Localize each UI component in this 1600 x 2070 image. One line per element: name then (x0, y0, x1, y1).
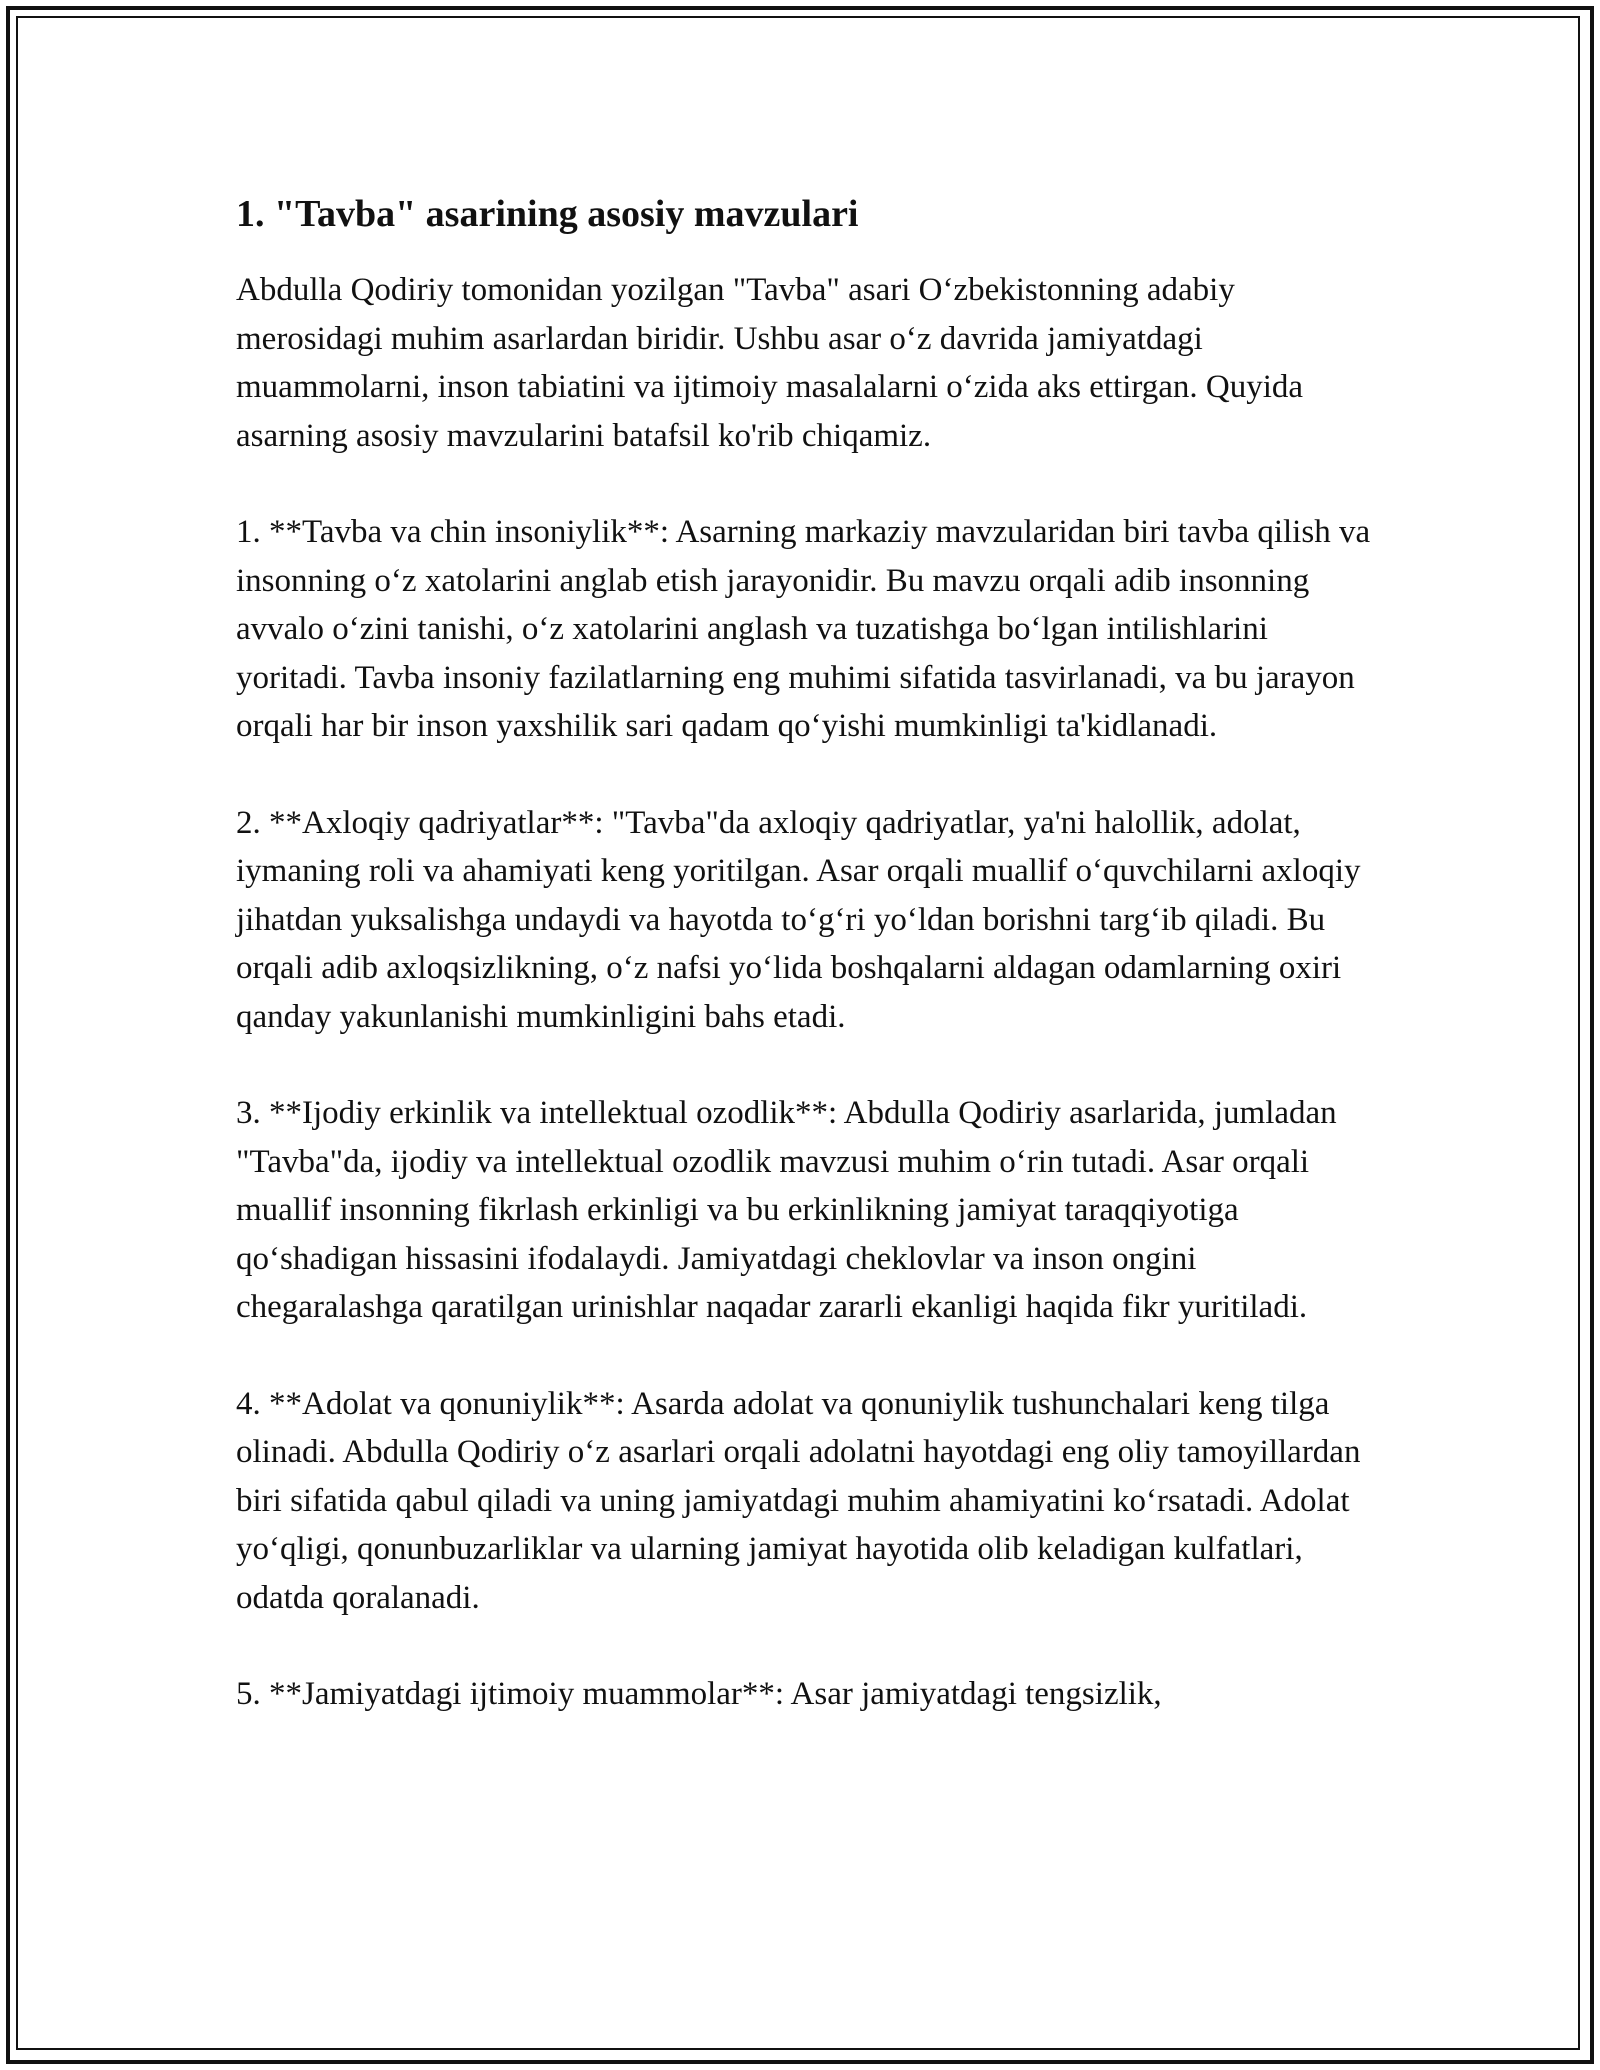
paragraph-theme-4: 4. **Adolat va qonuniylik**: Asarda adolat va qonuniylik tushunchalari keng tilga olinadi. Abdulla Qodiriy o‘z asarlari orqali adolatni hayotdagi eng oliy tamoyillardan biri sifatida qabul qiladi va uning jamiyatdagi muhim ahamiyatini ko‘rsatadi. Adolat yo‘qligi, qonunbuzarliklar va ularning jamiyat hayotida olib keladigan kulfatlari, odatda qoralanadi. (236, 1385, 1361, 1616)
paragraph-theme-5: 5. **Jamiyatdagi ijtimoiy muammolar**: Asar jamiyatdagi tengsizlik, (236, 1676, 1162, 1712)
paragraph-theme-1: 1. **Tavba va chin insoniylik**: Asarning markaziy mavzularidan biri tavba qilish va insonning o‘z xatolarini anglab etish jarayonidir. Bu mavzu orqali adib insonning avvalo o‘zini tanishi, o‘z xatolarini anglash va tuzatishga bo‘lgan intilishlarini yoritadi. Tavba insoniy fazilatlarning eng muhimi sifatida tasvirlanadi, va bu jarayon orqali har bir inson yaxshilik sari qadam qo‘yishi mumkinligi ta'kidlanadi. (236, 514, 1371, 744)
paragraph-theme-3: 3. **Ijodiy erkinlik va intellektual ozodlik**: Abdulla Qodiriy asarlarida, jumladan "Tavba"da, ijodiy va intellektual ozodlik mavzusi muhim o‘rin tutadi. Asar orqali muallif insonning fikrlash erkinligi va bu erkinlikning jamiyat taraqqiyotiga qo‘shadigan hissasini ifodalaydi. Jamiyatdagi cheklovlar va inson ongini chegaralashga qaratilgan urinishlar naqadar zararli ekanligi haqida fikr yuritiladi. (236, 1095, 1337, 1325)
intro-paragraph: Abdulla Qodiriy tomonidan yozilgan "Tavba" asari O‘zbekistonning adabiy merosidagi muhim asarlardan biridir. Ushbu asar o‘z davrida jamiyatdagi muammolarni, inson tabiatini va ijtimoiy masalalarni o‘zida aks ettirgan. Quyida asarning asosiy mavzularini batafsil ko'rib chiqamiz. (236, 272, 1304, 454)
paragraph-theme-2: 2. **Axloqiy qadriyatlar**: "Tavba"da axloqiy qadriyatlar, ya'ni halollik, adolat, iymaning roli va ahamiyati keng yoritilgan. Asar orqali muallif o‘quvchilarni axloqiy jihatdan yuksalishga undaydi va hayotda to‘g‘ri yo‘ldan borishni targ‘ib qiladi. Bu orqali adib axloqsizlikning, o‘z nafsi yo‘lida boshqalarni aldagan odamlarning oxiri qanday yakunlanishi mumkinligini bahs etadi. (236, 804, 1361, 1035)
section-heading: 1. "Tavba" asarining asosiy mavzulari (236, 193, 859, 235)
document-body (236, 188, 1376, 1767)
